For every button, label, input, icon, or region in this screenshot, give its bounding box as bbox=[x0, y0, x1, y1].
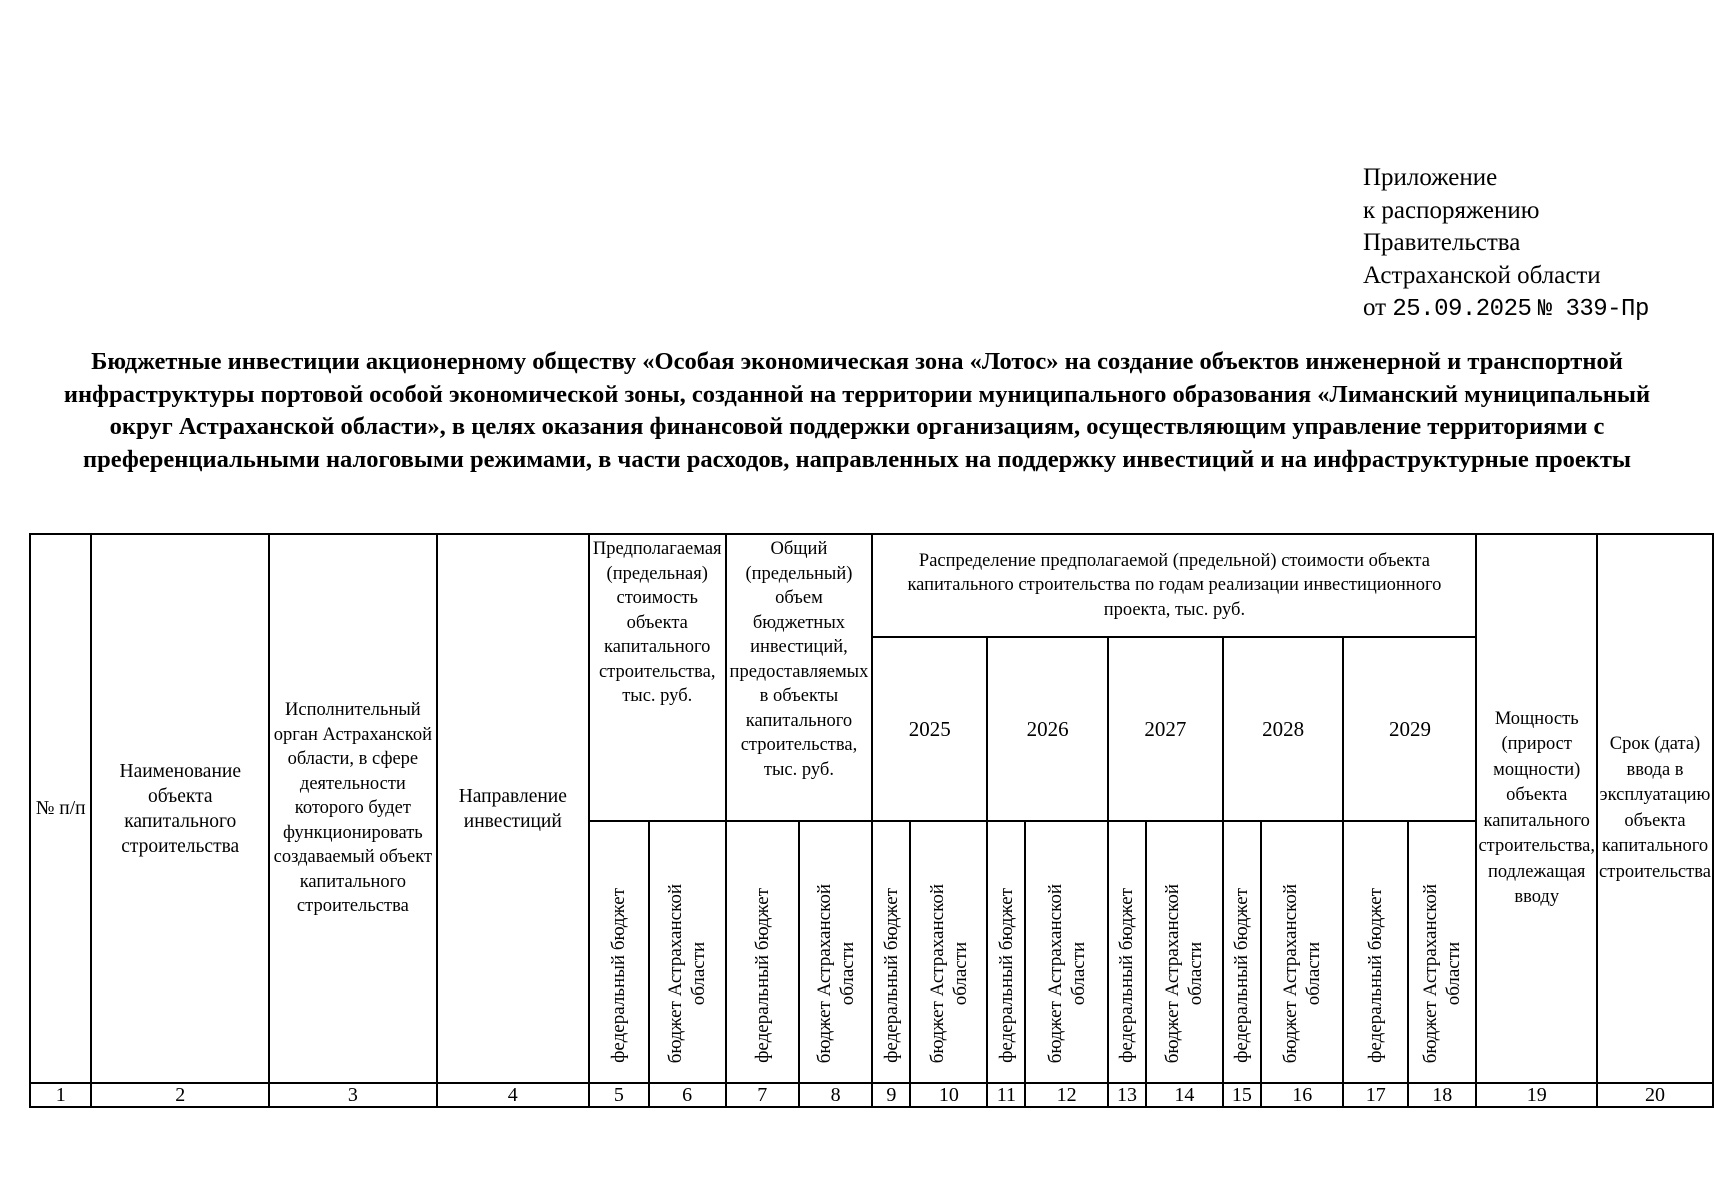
column-number: 17 bbox=[1343, 1083, 1407, 1107]
header-object-name: Наименование объекта капитального строительства bbox=[91, 534, 269, 1083]
column-number: 10 bbox=[910, 1083, 987, 1107]
header-federal-budget: федеральный бюджет bbox=[1343, 821, 1407, 1083]
header-regional-budget: бюджет Астраханской области bbox=[799, 821, 872, 1083]
column-number: 5 bbox=[589, 1083, 649, 1107]
investment-table bbox=[29, 533, 1714, 1108]
column-number: 8 bbox=[799, 1083, 872, 1107]
appendix-line-4: Астраханской области bbox=[1363, 261, 1601, 289]
header-total-investment: Общий (предельный) объем бюджетных инвестиций, предоставляемых в объекты капитального строительства, тыс. руб. bbox=[726, 534, 873, 821]
header-regional-budget: бюджет Астраханской области bbox=[1408, 821, 1477, 1083]
appendix-line-1: Приложение bbox=[1363, 164, 1498, 191]
header-commissioning-date: Срок (дата) ввода в эксплуатацию объекта капитального строительства bbox=[1597, 534, 1713, 1083]
column-number: 14 bbox=[1146, 1083, 1223, 1107]
column-number: 4 bbox=[437, 1083, 589, 1107]
header-number: № п/п bbox=[30, 534, 91, 1083]
header-federal-budget: федеральный бюджет bbox=[589, 821, 649, 1083]
header-regional-budget: бюджет Астраханской области bbox=[1261, 821, 1344, 1083]
appendix-date-prefix: от bbox=[1363, 294, 1387, 321]
header-federal-budget: федеральный бюджет bbox=[1223, 821, 1261, 1083]
document-title: Бюджетные инвестиции акционерному обществу «Особая экономическая зона «Лотос» на создание объектов инженерной и транспортной инфраструктуры портовой особой экономической зоны, созданной на территории муниципального образования «Лиманский муниципальный округ Астраханской области», в целях оказания финансовой поддержки организациям, осуществляющим управление территориями с преференциальными налоговыми режимами, в части расходов, направленных на поддержку инвестиций и на инфраструктурные проекты bbox=[63, 348, 1651, 473]
header-investment-direction: Направление инвестиций bbox=[437, 534, 589, 1083]
column-number: 6 bbox=[649, 1083, 726, 1107]
column-number: 13 bbox=[1108, 1083, 1146, 1107]
column-number: 7 bbox=[726, 1083, 799, 1107]
year-2028: 2028 bbox=[1223, 637, 1344, 821]
column-number: 18 bbox=[1408, 1083, 1477, 1107]
appendix-line-3: Правительства bbox=[1363, 229, 1521, 256]
appendix-date: 25.09.2025 bbox=[1392, 296, 1532, 323]
appendix-number: № 339-Пр bbox=[1537, 296, 1649, 323]
header-regional-budget: бюджет Астраханской области bbox=[910, 821, 987, 1083]
column-number: 16 bbox=[1261, 1083, 1344, 1107]
column-number: 19 bbox=[1476, 1083, 1597, 1107]
header-regional-budget: бюджет Астраханской области bbox=[649, 821, 726, 1083]
year-2029: 2029 bbox=[1343, 637, 1476, 821]
header-regional-budget: бюджет Астраханской области bbox=[1025, 821, 1108, 1083]
appendix-block bbox=[1363, 162, 1649, 327]
header-estimated-cost: Предполагаемая (предельная) стоимость объекта капитального строительства, тыс. руб. bbox=[589, 534, 726, 821]
column-number: 2 bbox=[91, 1083, 269, 1107]
header-executive-body: Исполнительный орган Астраханской области, в сфере деятельности которого будет функционировать создаваемый объект капитального строительства bbox=[269, 534, 437, 1083]
column-number: 9 bbox=[872, 1083, 910, 1107]
column-number: 1 bbox=[30, 1083, 91, 1107]
header-federal-budget: федеральный бюджет bbox=[1108, 821, 1146, 1083]
header-federal-budget: федеральный бюджет bbox=[872, 821, 910, 1083]
header-federal-budget: федеральный бюджет bbox=[987, 821, 1025, 1083]
column-number: 15 bbox=[1223, 1083, 1261, 1107]
year-2027: 2027 bbox=[1108, 637, 1223, 821]
column-number: 3 bbox=[269, 1083, 437, 1107]
appendix-line-2: к распоряжению bbox=[1363, 196, 1540, 224]
header-federal-budget: федеральный бюджет bbox=[726, 821, 799, 1083]
header-regional-budget: бюджет Астраханской области bbox=[1146, 821, 1223, 1083]
year-2025: 2025 bbox=[872, 637, 987, 821]
header-capacity: Мощность (прирост мощности) объекта капитального строительства, подлежащая вводу bbox=[1476, 534, 1597, 1083]
year-2026: 2026 bbox=[987, 637, 1108, 821]
column-number-row bbox=[30, 1083, 1713, 1107]
appendix-line-5 bbox=[1363, 292, 1649, 327]
header-cost-distribution: Распределение предполагаемой (предельной) стоимости объекта капитального строительства по годам реализации инвестиционного проекта, тыс. руб. bbox=[872, 534, 1476, 637]
column-number: 11 bbox=[987, 1083, 1025, 1107]
header-row-1 bbox=[30, 534, 1713, 637]
column-number: 12 bbox=[1025, 1083, 1108, 1107]
column-number: 20 bbox=[1597, 1083, 1713, 1107]
